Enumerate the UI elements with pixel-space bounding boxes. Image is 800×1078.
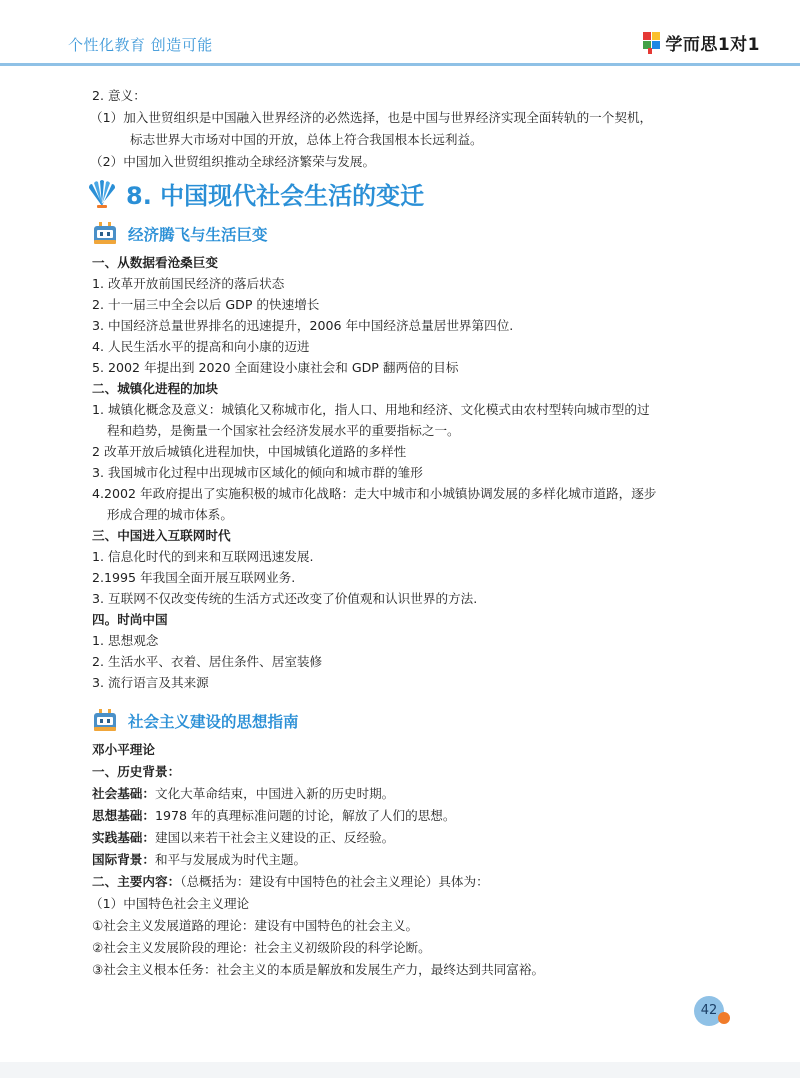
- line-text: （1）中国特色社会主义理论: [90, 896, 250, 911]
- robot-icon: [92, 222, 118, 246]
- list-item: 2. 生活水平、衣着、居住条件、居室装修: [92, 654, 323, 669]
- page-number-dot: [718, 1012, 730, 1024]
- line-text: （总概括为：建设有中国特色的社会主义理论）具体为：: [180, 874, 489, 889]
- list-item: 1. 城镇化概念及意义：城镇化又称城市化，指人口、用地和经济、文化模式由农村型转向城市型的过: [92, 402, 650, 417]
- line-text: ②社会主义发展阶段的理论：社会主义初级阶段的科学论断。: [92, 940, 431, 955]
- shell-icon: [86, 179, 118, 209]
- theory-line: [92, 785, 394, 803]
- list-item: 3. 流行语言及其来源: [92, 675, 209, 690]
- line-label: 邓小平理论: [92, 742, 155, 757]
- list-item: 1. 改革开放前国民经济的落后状态: [92, 276, 285, 291]
- list-item: 1. 思想观念: [92, 633, 159, 648]
- line-label: 社会基础：: [92, 786, 155, 801]
- theory-line: [92, 807, 456, 825]
- theory-line: [92, 829, 394, 847]
- theory-line: [92, 741, 155, 759]
- list-item: 形成合理的城市体系。: [107, 507, 233, 522]
- line-text: 文化大革命结束，中国进入新的历史时期。: [154, 786, 395, 801]
- line-text: 1978 年的真理标准问题的讨论，解放了人们的思想。: [154, 808, 456, 823]
- line-label: 国际背景：: [92, 852, 155, 867]
- theory-line: [92, 939, 431, 957]
- section-title-text: 8. 中国现代社会生活的变迁: [126, 182, 425, 210]
- heading-line: 二、城镇化进程的加块: [92, 381, 218, 396]
- intro-line: 2. 意义：: [92, 88, 146, 103]
- list-item: 程和趋势，是衡量一个国家社会经济发展水平的重要指标之一。: [107, 423, 460, 438]
- heading-line: 四。时尚中国: [92, 612, 168, 627]
- header-slogan: 个性化教育 创造可能: [68, 36, 213, 54]
- line-label: 实践基础：: [92, 830, 155, 845]
- line-label: 一、历史背景：: [92, 764, 181, 779]
- heading-line: 一、从数据看沧桑巨变: [92, 255, 218, 270]
- list-item: 5. 2002 年提出到 2020 全面建设小康社会和 GDP 翻两倍的目标: [92, 360, 459, 375]
- page-number: 42: [694, 996, 724, 1026]
- page-header: [0, 0, 800, 66]
- list-item: 4. 人民生活水平的提高和向小康的迈进: [92, 339, 310, 354]
- list-item: 2. 十一届三中全会以后 GDP 的快速增长: [92, 297, 320, 312]
- theory-line: [92, 763, 180, 781]
- heading-line: 三、中国进入互联网时代: [92, 528, 231, 543]
- brand-name: 学而思1对1: [665, 35, 760, 55]
- list-item: 2 改革开放后城镇化进程加快，中国城镇化道路的多样性: [92, 444, 407, 459]
- list-item: 4.2002 年政府提出了实施积极的城市化战略：走大中城市和小城镇协调发展的多样化城市道路，逐步: [92, 486, 657, 501]
- brand-mark-icon: [643, 32, 661, 54]
- subsection-title-theory: [92, 709, 299, 733]
- section-title: [86, 176, 424, 211]
- line-text: ①社会主义发展道路的理论：建设有中国特色的社会主义。: [92, 918, 419, 933]
- line-text: 建国以来若干社会主义建设的正、反经验。: [154, 830, 395, 845]
- subsection-title-text: 经济腾飞与生活巨变: [128, 226, 268, 244]
- theory-line: [90, 895, 249, 913]
- theory-line: [92, 851, 306, 869]
- brand-logo: [643, 30, 760, 55]
- footer-band: [0, 1062, 800, 1078]
- robot-icon: [92, 709, 118, 733]
- list-item: 1. 信息化时代的到来和互联网迅速发展.: [92, 549, 314, 564]
- line-text: 和平与发展成为时代主题。: [154, 852, 307, 867]
- subsection-title-economy: [92, 222, 268, 246]
- theory-line: [92, 961, 544, 979]
- theory-line: [92, 917, 418, 935]
- line-label: 思想基础：: [92, 808, 155, 823]
- line-text: ③社会主义根本任务：社会主义的本质是解放和发展生产力，最终达到共同富裕。: [92, 962, 545, 977]
- theory-line: [92, 873, 489, 891]
- intro-line: （1）加入世贸组织是中国融入世界经济的必然选择，也是中国与世界经济实现全面转轨的一个契机，: [90, 110, 653, 125]
- intro-line: （2）中国加入世贸组织推动全球经济繁荣与发展。: [90, 154, 376, 169]
- line-label: 二、主要内容：: [92, 874, 181, 889]
- list-item: 2.1995 年我国全面开展互联网业务.: [92, 570, 296, 585]
- list-item: 3. 中国经济总量世界排名的迅速提升，2006 年中国经济总量居世界第四位.: [92, 318, 514, 333]
- subsection-title-text: 社会主义建设的思想指南: [128, 713, 299, 731]
- intro-line: 标志世界大市场对中国的开放，总体上符合我国根本长远利益。: [130, 132, 483, 147]
- list-item: 3. 我国城市化过程中出现城市区域化的倾向和城市群的雏形: [92, 465, 423, 480]
- list-item: 3. 互联网不仅改变传统的生活方式还改变了价值观和认识世界的方法.: [92, 591, 478, 606]
